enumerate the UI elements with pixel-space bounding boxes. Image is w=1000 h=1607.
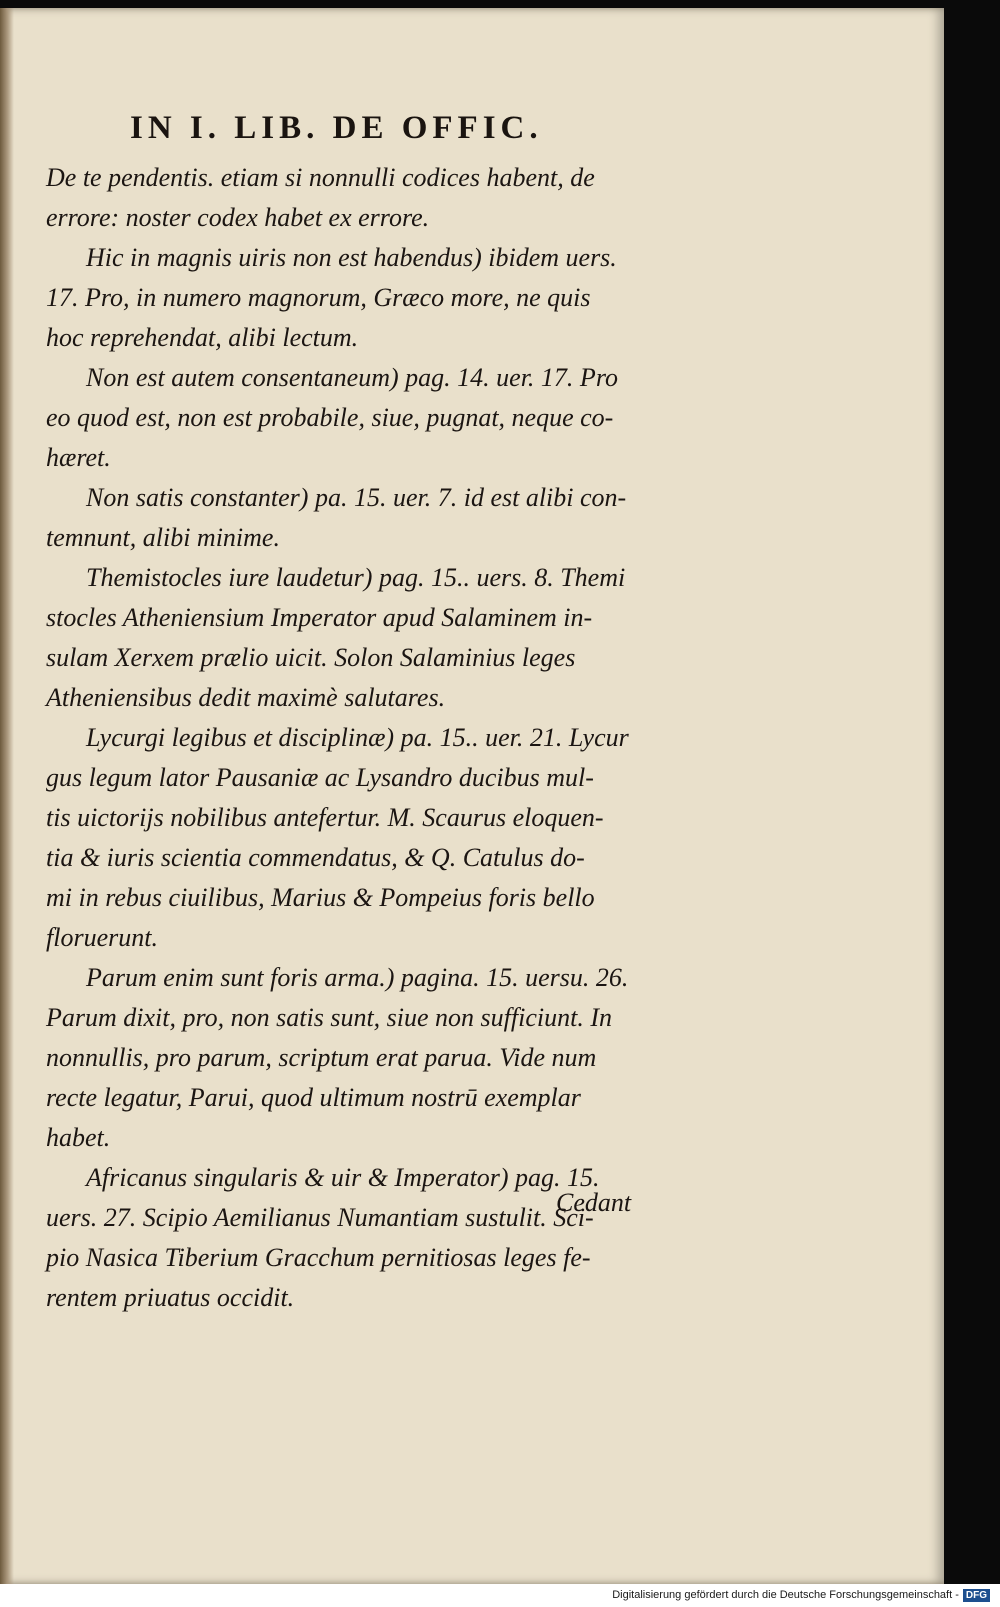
text-line: Parum dixit, pro, non satis sunt, siue non sufficiunt. In: [46, 1003, 612, 1032]
text-line: habet.: [46, 1123, 111, 1152]
text-line: nonnullis, pro parum, scriptum erat parua. Vide num: [46, 1043, 597, 1072]
text-line: Themistocles iure laudetur) pag. 15.. uers. 8. Themi: [86, 563, 626, 592]
text-line: temnunt, alibi minime.: [46, 523, 280, 552]
text-line: uers. 27. Scipio Aemilianus Numantiam sustulit. Sci-: [46, 1203, 594, 1232]
text-line: rentem priuatus occidit.: [46, 1283, 295, 1312]
text-line: Non est autem consentaneum) pag. 14. uer. 17. Pro: [86, 363, 618, 392]
page-gutter-shadow: [0, 8, 14, 1584]
text-line: pio Nasica Tiberium Gracchum pernitiosas leges fe-: [46, 1243, 591, 1272]
text-line: tis uictorijs nobilibus antefertur. M. Scaurus eloquen-: [46, 803, 604, 832]
text-line: Lycurgi legibus et disciplinæ) pa. 15.. uer. 21. Lycur: [86, 723, 629, 752]
text-line: sulam Xerxem prælio uicit. Solon Salaminius leges: [46, 643, 576, 672]
text-line: hæret.: [46, 443, 111, 472]
text-line: stocles Atheniensium Imperator apud Salaminem in-: [46, 603, 593, 632]
text-line: Parum enim sunt foris arma.) pagina. 15. uersu. 26.: [86, 963, 629, 992]
text-line: Africanus singularis & uir & Imperator) pag. 15.: [86, 1163, 600, 1192]
book-page: [0, 8, 944, 1584]
footer-credit: [608, 1585, 994, 1605]
text-line: gus legum lator Pausaniæ ac Lysandro ducibus mul-: [46, 763, 594, 792]
footer-text: Digitalisierung gefördert durch die Deutsche Forschungsgemeinschaft -: [612, 1589, 959, 1601]
footer-strip: [0, 1584, 1000, 1607]
text-line: errore: noster codex habet ex errore.: [46, 203, 430, 232]
text-line: mi in rebus ciuilibus, Marius & Pompeius foris bello: [46, 883, 595, 912]
text-line: Non satis constanter) pa. 15. uer. 7. id est alibi con-: [86, 483, 627, 512]
text-line: Atheniensibus dedit maximè salutares.: [46, 683, 446, 712]
dfg-logo: DFG: [963, 1589, 990, 1602]
text-line: floruerunt.: [46, 923, 158, 952]
running-head: IN I. LIB. DE OFFIC.: [130, 110, 543, 146]
text-line: tia & iuris scientia commendatus, & Q. Catulus do-: [46, 843, 585, 872]
text-line: Hic in magnis uiris non est habendus) ibidem uers.: [86, 243, 617, 272]
text-line: hoc reprehendat, alibi lectum.: [46, 323, 359, 352]
text-line: eo quod est, non est probabile, siue, pugnat, neque co-: [46, 403, 614, 432]
text-line: recte legatur, Parui, quod ultimum nostrū exemplar: [46, 1083, 581, 1112]
text-line: De te pendentis. etiam si nonnulli codices habent, de: [46, 163, 595, 192]
body-text: [46, 158, 686, 1318]
text-line: 17. Pro, in numero magnorum, Græco more, ne quis: [46, 283, 591, 312]
catchword: Cedant: [556, 1188, 632, 1217]
